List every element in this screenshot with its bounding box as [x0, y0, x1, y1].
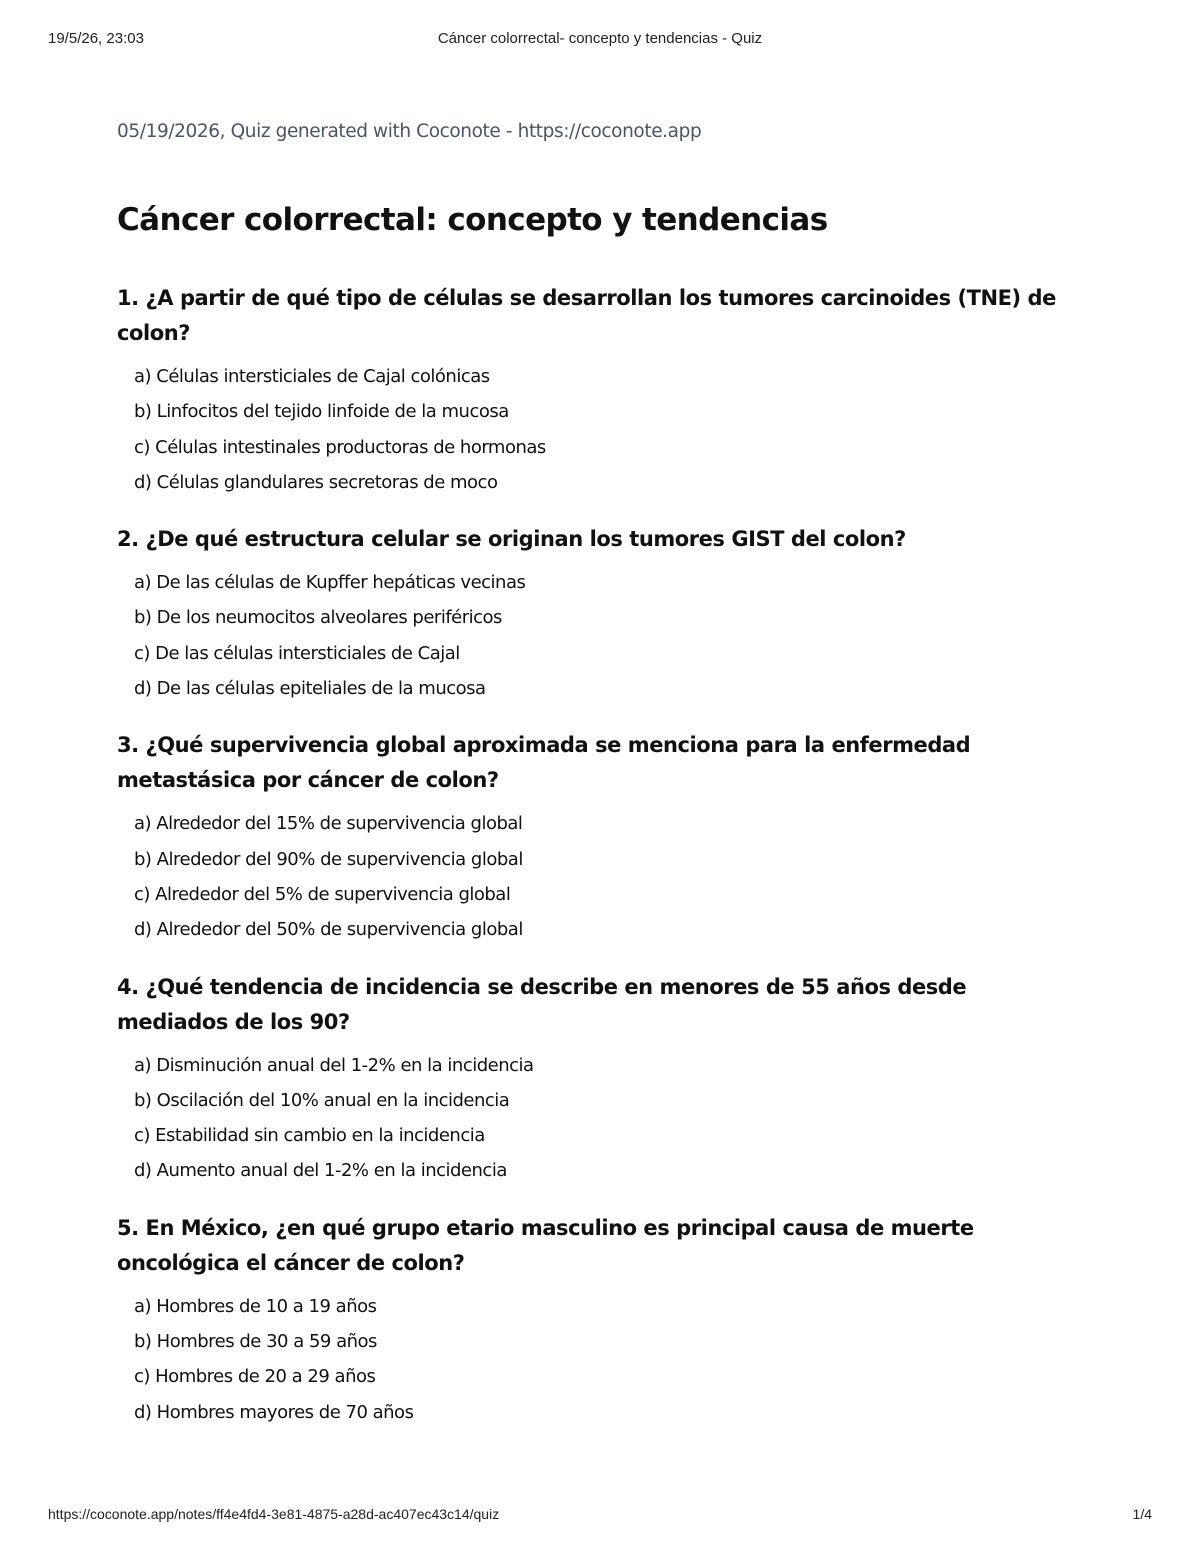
option-d: d) Alrededor del 50% de supervivencia global [134, 919, 523, 941]
print-page-title: Cáncer colorrectal- concepto y tendencias - Quiz [437, 30, 763, 47]
question-text: 2. ¿De qué estructura celular se originan los tumores GIST del colon? [117, 527, 906, 552]
question-3 [117, 728, 1077, 947]
option-a: a) Disminución anual del 1-2% en la incidencia [134, 1054, 534, 1076]
generated-info-line: 05/19/2026, Quiz generated with Coconote - https://coconote.app [117, 121, 702, 142]
option-c: c) Alrededor del 5% de supervivencia global [134, 883, 511, 905]
answer-options [117, 359, 1077, 500]
question-5 [117, 1211, 1077, 1430]
option-c: c) Estabilidad sin cambio en la incidencia [134, 1125, 485, 1147]
option-d: d) Hombres mayores de 70 años [134, 1401, 414, 1423]
option-c: c) De las células intersticiales de Cajal [134, 642, 460, 664]
option-d: d) De las células epiteliales de la mucosa [134, 678, 486, 700]
option-b: b) De los neumocitos alveolares periféricos [134, 607, 502, 629]
option-c: c) Hombres de 20 a 29 años [134, 1366, 376, 1388]
option-d: d) Aumento anual del 1-2% en la incidencia [134, 1160, 507, 1182]
answer-options [117, 806, 1077, 947]
question-1 [117, 281, 1077, 500]
print-footer [48, 1506, 1152, 1526]
option-c: c) Células intestinales productoras de hormonas [134, 436, 546, 458]
print-date: 19/5/26, 23:03 [48, 30, 144, 47]
option-a: a) Hombres de 10 a 19 años [134, 1295, 377, 1317]
option-b: b) Linfocitos del tejido linfoide de la mucosa [134, 401, 509, 423]
question-2 [117, 522, 1077, 706]
page-number: 1/4 [1132, 1506, 1152, 1522]
print-header [48, 30, 1152, 50]
answer-options [117, 565, 1077, 706]
quiz-title: Cáncer colorrectal: concepto y tendencias [117, 202, 828, 238]
question-text: 3. ¿Qué supervivencia global aproximada se menciona para la enfermedad metastásica por cáncer de colon? [117, 733, 971, 793]
quiz-content [117, 116, 1077, 1430]
option-a: a) Células intersticiales de Cajal colónicas [134, 366, 490, 387]
answer-options [117, 1048, 1077, 1189]
question-text: 1. ¿A partir de qué tipo de células se desarrollan los tumores carcinoides (TNE) de colon? [117, 286, 1056, 345]
question-text: 4. ¿Qué tendencia de incidencia se describe en menores de 55 años desde mediados de los 90? [117, 974, 967, 1034]
option-a: a) De las células de Kupffer hepáticas vecinas [134, 572, 526, 594]
option-d: d) Células glandulares secretoras de moco [134, 471, 498, 493]
print-url: https://coconote.app/notes/ff4e4fd4-3e81-4875-a28d-ac407ec43c14/quiz [48, 1506, 500, 1522]
question-text: 5. En México, ¿en qué grupo etario masculino es principal causa de muerte oncológica el cáncer de colon? [117, 1215, 974, 1275]
option-a: a) Alrededor del 15% de supervivencia global [134, 813, 523, 835]
option-b: b) Oscilación del 10% anual en la incidencia [134, 1089, 510, 1111]
option-b: b) Alrededor del 90% de supervivencia global [134, 848, 523, 870]
answer-options [117, 1289, 1077, 1430]
option-b: b) Hombres de 30 a 59 años [134, 1331, 377, 1353]
question-4 [117, 970, 1077, 1189]
